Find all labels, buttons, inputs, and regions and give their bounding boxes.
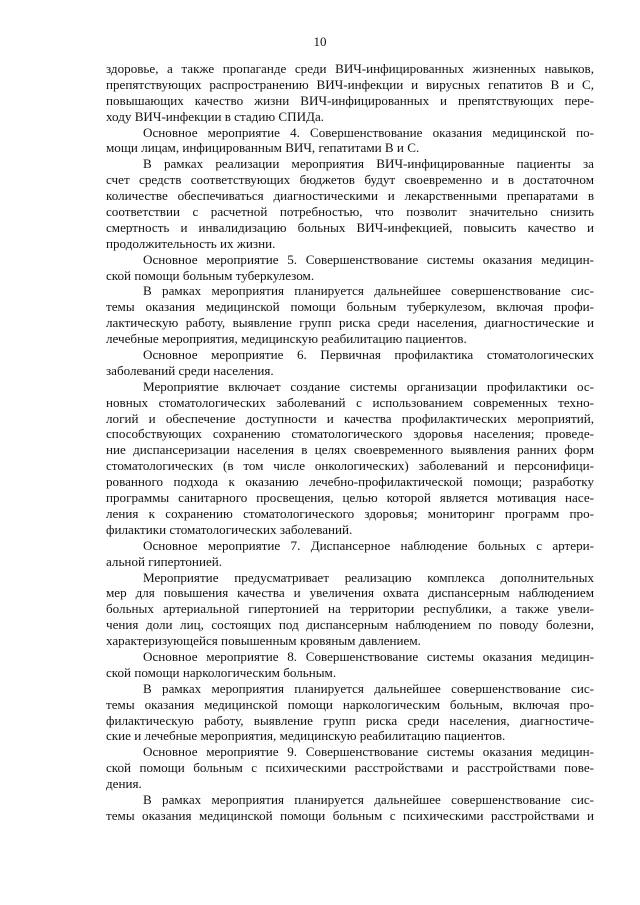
document-body [106, 61, 594, 824]
text-line: способствующих сохранению стоматологического здоровья населения; проведе- [106, 426, 594, 442]
text-line: В рамках мероприятия планируется дальнейшее совершенствование сис- [143, 791, 594, 807]
text-line: Основное мероприятие 6. Первичная профилактика стоматологических [143, 347, 594, 363]
text-line: филактическую работу, выявление групп риска среди населения, диагностиче- [106, 712, 594, 728]
text-line: логий и обеспечение доступности и качества профилактических мероприятий, [106, 410, 594, 426]
text-line: мер для повышения качества и увеличения охвата диспансерным наблюдением [106, 585, 594, 601]
text-line: ской помощи наркологическим больным. [106, 664, 337, 680]
text-line: В рамках мероприятия планируется дальнейшее совершенствование сис- [143, 283, 594, 299]
text-line: В рамках реализации мероприятия ВИЧ-инфицированные пациенты за [143, 156, 594, 172]
text-line: рованного подхода к оказанию лечебно-профилактической помощи; разработку [106, 474, 594, 490]
text-line: счет средств соответствующих бюджетов будут своевременно и в достаточном [106, 172, 594, 188]
text-line: заболеваний среди населения. [106, 362, 274, 378]
text-line: ления к сохранению стоматологического здоровья; мониторинг программ про- [106, 505, 594, 521]
text-line: смертность и инвалидизацию больных ВИЧ-инфекцией, повысить качество и [106, 219, 594, 235]
text-line: ской помощи больным с психическими расстройствами и расстройствами пове- [106, 760, 594, 776]
text-line: новных стоматологических заболеваний с использованием современных техно- [106, 394, 594, 410]
text-line: Основное мероприятие 7. Диспансерное наблюдение больных с артери- [143, 537, 594, 553]
text-line: ской помощи больным туберкулезом. [106, 267, 315, 283]
text-line: Мероприятие включает создание системы организации профилактики ос- [143, 378, 594, 394]
text-line: Основное мероприятие 8. Совершенствование системы оказания медицин- [143, 648, 594, 664]
text-line: программы санитарного просвещения, целью которой является мотивация насе- [106, 490, 594, 506]
text-line: филактики стоматологических заболеваний. [106, 521, 353, 537]
text-line: Мероприятие предусматривает реализацию комплекса дополнительных [143, 569, 594, 585]
text-line: повышающих качество жизни ВИЧ-инфицированных и препятствующих пере- [106, 92, 594, 108]
text-line: Основное мероприятие 4. Совершенствование оказания медицинской по- [143, 124, 594, 140]
text-line: темы оказания медицинской помощи больным туберкулезом, включая профи- [106, 299, 594, 315]
text-line: Основное мероприятие 5. Совершенствование системы оказания медицин- [143, 251, 594, 267]
text-line: лечебные мероприятия, медицинскую реабилитацию пациентов. [106, 331, 467, 347]
text-line: характеризующейся повышенным кровяным давлением. [106, 633, 421, 649]
text-line: больных артериальной гипертонией на территории республики, а также увели- [106, 601, 594, 617]
text-line: ские и лечебные мероприятия, медицинскую реабилитацию пациентов. [106, 728, 506, 744]
text-line: В рамках мероприятия планируется дальнейшее совершенствование сис- [143, 680, 594, 696]
text-line: ходу ВИЧ-инфекции в стадию СПИДа. [106, 108, 325, 124]
text-line: дения. [106, 776, 142, 792]
text-line: здоровье, а также пропаганде среди ВИЧ-инфицированных жизненных навыков, [106, 61, 594, 76]
text-line: препятствующих распространению ВИЧ-инфекции и вирусных гепатитов В и С, [106, 76, 594, 92]
text-line: лактическую работу, выявление групп риска среди населения, диагностические и [106, 315, 594, 331]
text-line: количестве обеспечиваться диагностическими и лекарственными препаратами в [106, 188, 594, 204]
text-line: ние диспансеризации населения в целях своевременного выявления ранних форм [106, 442, 594, 458]
text-line: стоматологических (в том числе онкологических) заболеваний и персонифици- [106, 458, 594, 474]
text-line: альной гипертонией. [106, 553, 223, 569]
page-number: 10 [313, 34, 327, 49]
text-line: мощи лицам, инфицированным ВИЧ, гепатитами В и С. [106, 140, 420, 156]
text-line: темы оказания медицинской помощи наркологическим больным, включая про- [106, 696, 594, 712]
text-line: чения доли лиц, состоящих под диспансерным наблюдением по поводу болезни, [106, 617, 594, 633]
text-line: Основное мероприятие 9. Совершенствование системы оказания медицин- [143, 744, 594, 760]
text-line: продолжительность их жизни. [106, 235, 276, 251]
text-line: темы оказания медицинской помощи больным с психическими расстройствами и [106, 807, 594, 823]
text-line: соответствии с расчетной потребностью, что позволит значительно снизить [106, 204, 594, 220]
